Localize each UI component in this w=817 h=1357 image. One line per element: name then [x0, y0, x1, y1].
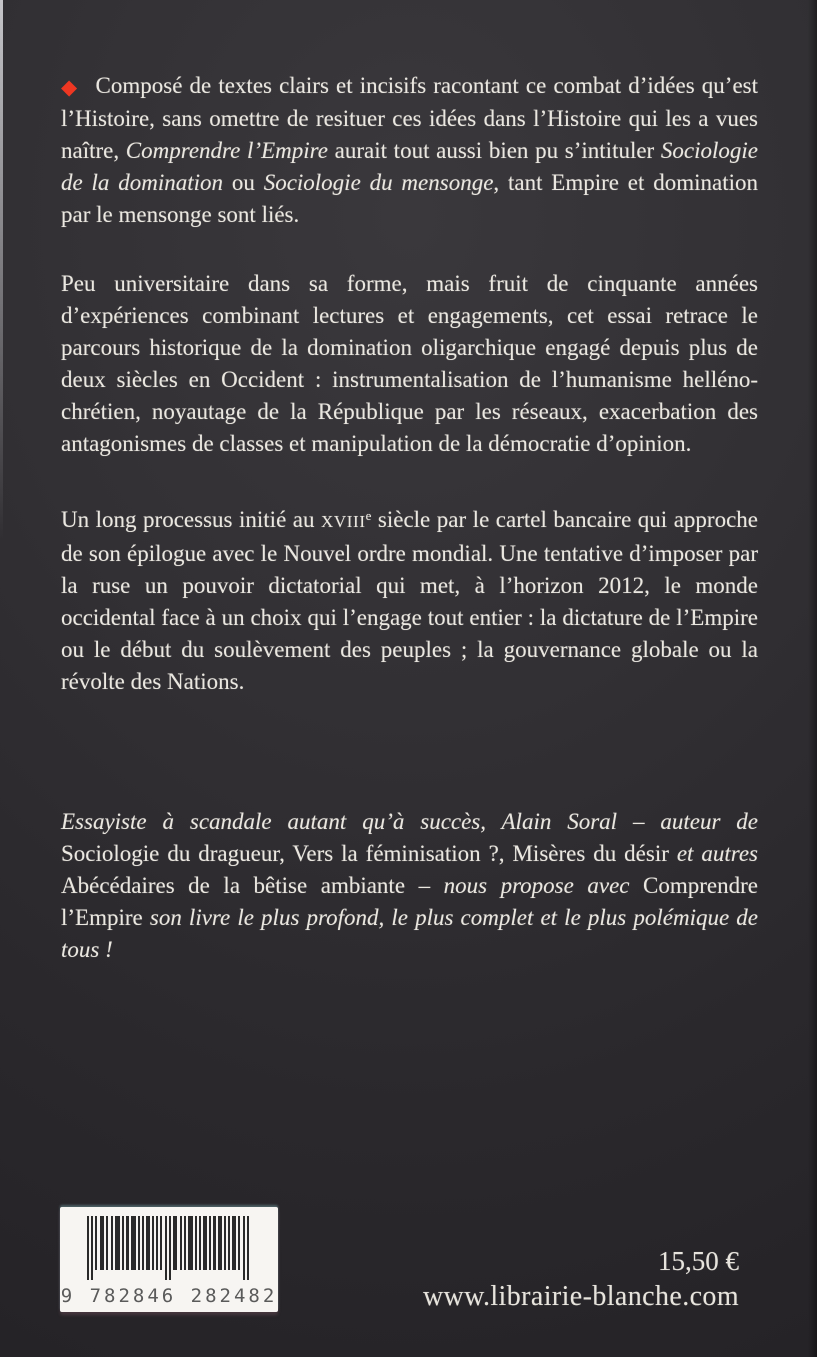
website-url: www.librairie-blanche.com: [422, 1281, 739, 1312]
text-segment: Composé de textes clairs et incisifs racontant ce combat d’idées qu’est l’Histoire, sans omettre de resituer ces idées dans l’Histoire qui les a vues naître,: [61, 73, 758, 163]
page-edge-highlight: [0, 0, 3, 540]
ordinal-superscript: e: [365, 508, 372, 523]
text-segment: siècle par le cartel bancaire qui approche de son épilogue avec le Nouvel ordre mondial. Une tentative d’imposer par la ruse un pouvoir dictatorial qui met, à l’horizon 2012, le monde occidental face à un choix qui l’engage tout entier : la dictature de l’Empire ou le début du soulèvement des peuples ; la gouvernance globale ou la révolte des Nations.: [61, 507, 759, 694]
price-website-block: [423, 1245, 739, 1315]
text-segment: – nous propose avec: [405, 873, 644, 898]
text-segment: , tant Empire et domination par le mensonge sont liés.: [61, 170, 758, 227]
text-segment: aurait tout aussi bien pu s’intituler: [327, 138, 661, 163]
text-segment: Essayiste à scandale autant qu’à succès, Alain Soral – auteur de: [61, 809, 758, 834]
paragraph-processus: [61, 500, 758, 698]
text-segment: son livre le plus profond, le plus complet et le plus polémique de tous !: [61, 905, 758, 962]
book-title-mention: Sociologie du mensonge: [263, 170, 494, 195]
book-title-mention: Comprendre l’Empire: [125, 138, 328, 163]
barcode: [60, 1207, 278, 1312]
price-label: 15,50 €: [658, 1246, 739, 1276]
text-segment: Un long processus initié au: [61, 507, 322, 532]
back-cover-text: [61, 0, 758, 966]
book-title-mention: Comprendre l’Empire: [61, 873, 758, 930]
paragraph-intro: [61, 70, 758, 231]
barcode-bars-icon: [87, 1216, 251, 1284]
text-segment: et autres: [668, 841, 759, 866]
paragraph-author-blurb: [61, 806, 758, 966]
book-title-mention: Sociologie du dragueur, Vers la féminisation ?, Misères du désir: [61, 841, 669, 866]
text-segment: ou: [223, 170, 264, 195]
book-title-mention: Abécédaires de la bêtise ambiante: [61, 873, 406, 898]
barcode-number: 9 782846 282482: [60, 1285, 278, 1307]
diamond-bullet-icon: ◆: [61, 75, 79, 99]
book-title-mention: Sociologie de la domination: [61, 138, 758, 195]
roman-numeral-smallcaps: XVIII: [321, 512, 366, 531]
text-segment: Peu universitaire dans sa forme, mais fruit de cinquante années d’expériences combinant lectures et engagements, cet essai retrace le parcours historique de la domination oligarchique engagé depuis plus de deux siècles en Occident : instrumentalisation de l’humanisme helléno-chrétien, noyautage de la République par les réseaux, exacerbation des antagonismes de classes et manipulation de la démocratie d’opinion.: [61, 271, 758, 456]
page-edge-shadow: [808, 0, 817, 1357]
paragraph-essai: [61, 268, 758, 460]
